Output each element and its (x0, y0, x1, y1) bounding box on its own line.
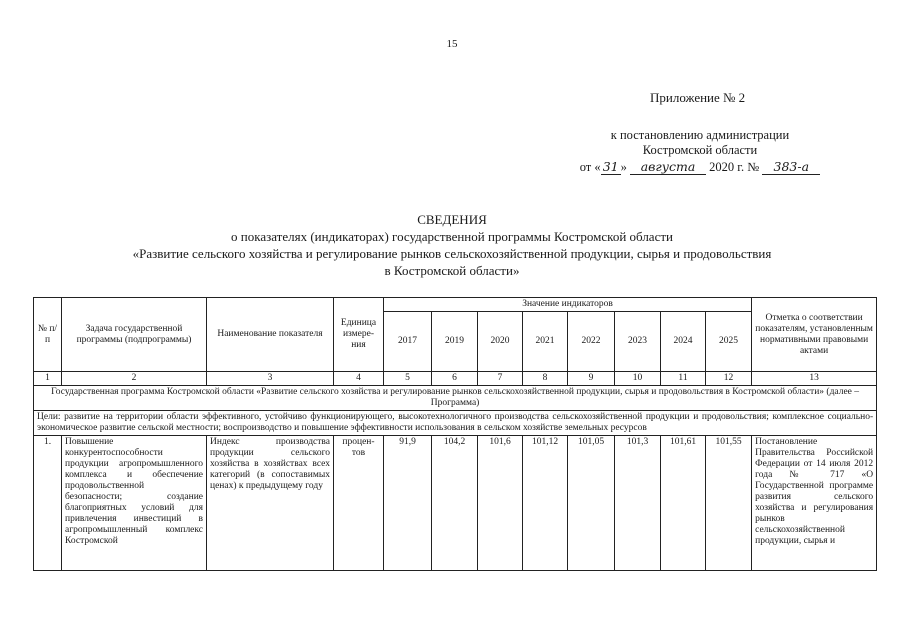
row-value: 101,6 (478, 436, 523, 571)
row-mark-text: Постановление Правительства Российской Федерации от 14 июля 2012 года № 717 «О Государственной программе развития сельского хозяйства и регулирования рынков сельскохозяйственной продукции, сырья и (755, 437, 874, 546)
date-day: 31 (601, 160, 621, 175)
row-mark (752, 436, 877, 571)
table-row (34, 436, 877, 571)
row-num: 1. (34, 436, 62, 571)
col-number: 2 (62, 372, 207, 386)
row-value: 101,55 (706, 436, 752, 571)
col-number: 7 (478, 372, 523, 386)
row-value: 104,2 (432, 436, 478, 571)
header-values-group: Значение индикаторов (384, 298, 752, 312)
row-indicator: Индекс производства продукции сельского хозяйства в хозяйствах всех категорий (в сопоставимых ценах) к предыдущему году (207, 436, 334, 571)
col-number: 5 (384, 372, 432, 386)
header-num: № п/п (34, 298, 62, 372)
row-value: 101,3 (615, 436, 661, 571)
resolution-line-1: к постановлению администрации (610, 128, 790, 142)
resolution-date-line (520, 160, 880, 175)
header-year: 2019 (432, 312, 478, 372)
col-number: 10 (615, 372, 661, 386)
col-number: 13 (752, 372, 877, 386)
date-day-close: » (620, 160, 627, 174)
date-prefix: от « (579, 160, 601, 174)
resolution-number: 383-а (762, 160, 820, 175)
heading-title: СВЕДЕНИЯ (417, 212, 487, 227)
col-number: 1 (34, 372, 62, 386)
row-task (62, 436, 207, 571)
header-indicator: Наименование показателя (207, 298, 334, 372)
row-task-text: Повышение конкурентоспособности продукции агропромышленного комплекса и обеспечение продовольственной безопасности; создание благоприятных условий для привлечения инвестиций в агропромышленный комплекс Костромской (65, 437, 203, 546)
goals-row: Цели: развитие на территории области эффективного, устойчиво функционирующего, высокотехнологичного производства сельскохозяйственной продукции и продовольствия; комплексное социально-экономическое развитие сельской местности; воспроизводство и повышение эффективности использования в сельском хозяйстве земельных ресурсов (34, 411, 877, 436)
header-year: 2017 (384, 312, 432, 372)
program-row: Государственная программа Костромской области «Развитие сельского хозяйства и регулирование рынков сельскохозяйственной продукции, сырья и продовольствия в Костромской области» (далее – Программа) (34, 386, 877, 411)
row-value: 91,9 (384, 436, 432, 571)
col-number: 4 (334, 372, 384, 386)
date-year: 2020 г. № (709, 160, 760, 174)
col-number: 8 (523, 372, 568, 386)
col-number: 11 (661, 372, 706, 386)
row-value: 101,05 (568, 436, 615, 571)
heading-line-1: о показателях (индикаторах) государственной программы Костромской области (231, 229, 673, 244)
header-mark: Отметка о соответствии показателям, установленным нормативными правовыми актами (752, 298, 877, 372)
col-number: 3 (207, 372, 334, 386)
header-task: Задача государственной программы (подпрограммы) (62, 298, 207, 372)
col-number: 12 (706, 372, 752, 386)
resolution-line-2: Костромской области (642, 143, 758, 157)
col-number: 9 (568, 372, 615, 386)
heading-line-3: в Костромской области» (384, 263, 520, 278)
header-year: 2025 (706, 312, 752, 372)
date-month: августа (630, 160, 706, 175)
col-number: 6 (432, 372, 478, 386)
header-year: 2021 (523, 312, 568, 372)
page-number: 15 (446, 38, 458, 50)
header-year: 2020 (478, 312, 523, 372)
row-value: 101,12 (523, 436, 568, 571)
header-year: 2023 (615, 312, 661, 372)
header-year: 2024 (661, 312, 706, 372)
heading-line-2: «Развитие сельского хозяйства и регулирование рынков сельскохозяйственной продукции, сырья и продовольствия (132, 246, 772, 261)
appendix-label: Приложение № 2 (650, 90, 746, 105)
header-year: 2022 (568, 312, 615, 372)
header-unit: Единица измере-ния (334, 298, 384, 372)
row-value: 101,61 (661, 436, 706, 571)
row-unit: процен-тов (334, 436, 384, 571)
indicators-table (33, 297, 877, 571)
